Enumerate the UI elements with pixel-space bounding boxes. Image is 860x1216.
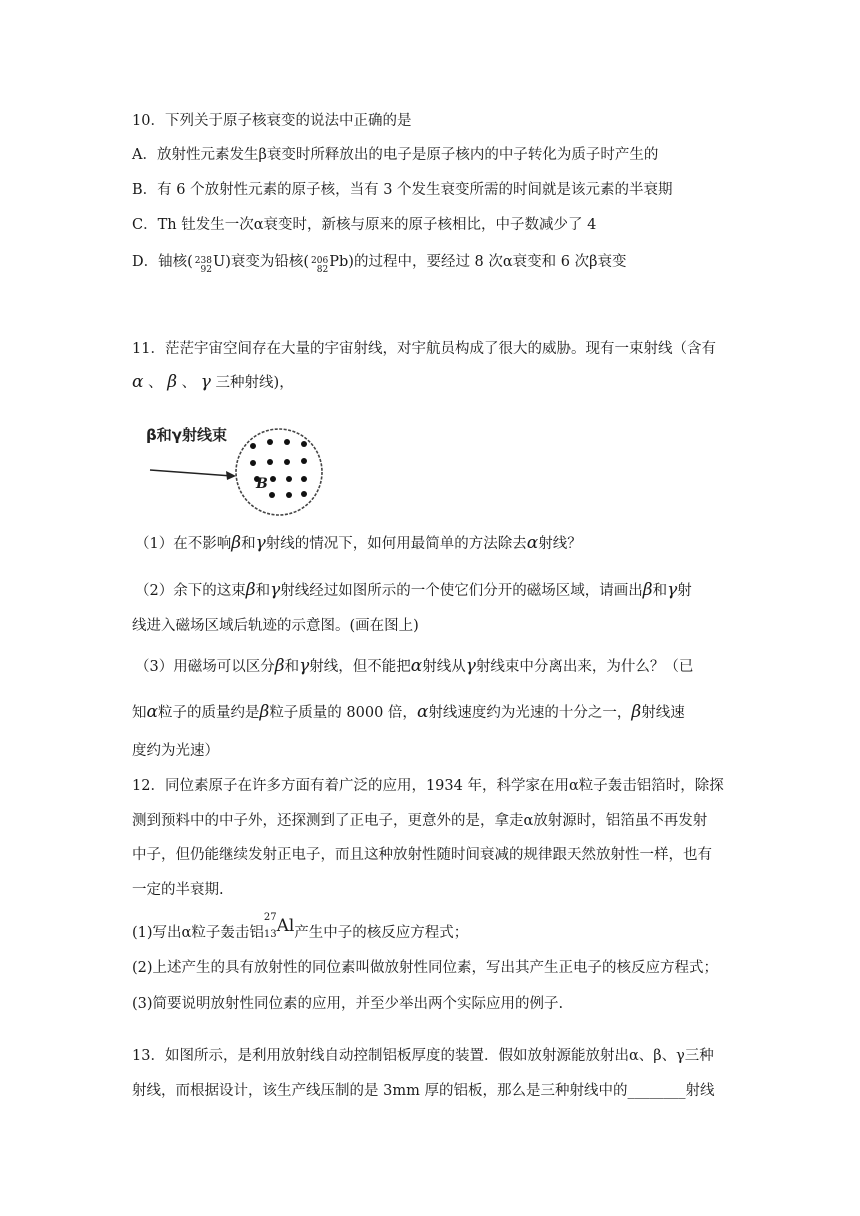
q11-p1-text: 射线？ bbox=[538, 536, 582, 552]
q11-p3-text: 射线束中分离出来，为什么？（已 bbox=[475, 659, 694, 675]
alpha-symbol: α bbox=[146, 702, 158, 722]
beta-symbol: β bbox=[245, 580, 256, 600]
q11-part3-line3: 度约为光速） bbox=[132, 743, 219, 759]
gamma-symbol: γ bbox=[255, 533, 266, 553]
q10-option-a: A．放射性元素发生β衰变时所释放出的电子是原子核内的中子转化为质子时产生的 bbox=[132, 147, 659, 163]
aluminum-symbol: Al bbox=[276, 916, 295, 936]
gamma-symbol: γ bbox=[465, 656, 476, 676]
and-text: 和 bbox=[284, 659, 300, 675]
uranium-symbol: U bbox=[212, 254, 226, 270]
q10-option-b: B．有 6 个放射性元素的原子核，当有 3 个发生衰变所需的时间就是该元素的半衰期 bbox=[132, 182, 673, 198]
beam-arrow-line bbox=[150, 470, 232, 476]
q11-part3-line1 bbox=[135, 656, 693, 677]
q11-p3-text: 粒子质量的 8000 倍， bbox=[269, 705, 417, 721]
beta-symbol: β bbox=[631, 702, 642, 722]
q12-sub1-text: 产生中子的核反应方程式； bbox=[294, 925, 469, 941]
q11-p3-text: 粒子的质量约是 bbox=[157, 705, 260, 721]
q11-p3-text: 知 bbox=[132, 705, 147, 721]
beta-symbol: β bbox=[259, 702, 270, 722]
q10-option-c: C．Th 钍发生一次α衰变时，新核与原来的原子核相比，中子数减少了 4 bbox=[132, 217, 597, 233]
field-region-circle bbox=[236, 429, 322, 515]
alpha-symbol: α bbox=[526, 533, 539, 553]
beta-symbol: β bbox=[274, 656, 285, 676]
field-dot bbox=[250, 443, 256, 449]
field-dot bbox=[301, 491, 307, 497]
aluminum-atomic-number: 13 bbox=[263, 929, 277, 940]
q10-d-suffix: )的过程中，要经过 8 次α衰变和 6 次β衰变 bbox=[348, 254, 627, 270]
alpha-symbol: α bbox=[410, 656, 423, 676]
separator: 、 bbox=[148, 375, 163, 391]
field-dot bbox=[250, 460, 256, 466]
q10-d-middle: )衰变为铅核( bbox=[225, 254, 310, 270]
gamma-symbol: γ bbox=[299, 656, 310, 676]
and-text: 和 bbox=[241, 536, 256, 552]
q11-p3-text: 射线速 bbox=[641, 705, 685, 721]
q11-p1-text: 射线的情况下，如何用最简单的方法除去 bbox=[265, 536, 527, 552]
q11-p3-text: （3）用磁场可以区分 bbox=[135, 659, 275, 675]
q11-stem-line1: 11．茫茫宇宙空间存在大量的宇宙射线，对宇航员构成了很大的威胁。现有一束射线（含有 bbox=[132, 341, 716, 357]
q11-p3-text: 射线从 bbox=[422, 659, 466, 675]
beta-symbol: β bbox=[642, 580, 653, 600]
q13-stem-line2: 射线，而根据设计，该生产线压制的是 3mm 厚的铝板，那么是三种射线中的________射线 bbox=[132, 1083, 715, 1099]
uranium-nuclide bbox=[195, 257, 212, 275]
beta-symbol: β bbox=[231, 533, 242, 553]
lead-atomic-number: 82 bbox=[316, 265, 329, 275]
q12-stem-line3: 中子，但仍能继续发射正电子，而且这种放射性随时间衰减的规律跟天然放射性一样，也有 bbox=[132, 847, 712, 863]
q11-p1-text: （1）在不影响 bbox=[135, 536, 232, 552]
field-dot bbox=[267, 439, 273, 445]
q12-stem-line4: 一定的半衰期. bbox=[132, 882, 224, 898]
beta-symbol: β bbox=[167, 372, 178, 392]
field-dot bbox=[301, 476, 307, 482]
lead-symbol: Pb bbox=[329, 254, 349, 270]
aluminum-mass-number: 27 bbox=[263, 912, 277, 923]
lead-nuclide bbox=[311, 257, 328, 275]
q11-p2-text: （2）余下的这束 bbox=[135, 583, 246, 599]
field-dot bbox=[301, 441, 307, 447]
uranium-mass-number: 238 bbox=[194, 256, 212, 266]
separator: 、 bbox=[181, 375, 197, 391]
q11-stem-line2 bbox=[132, 372, 294, 393]
gamma-symbol: γ bbox=[667, 580, 678, 600]
magnetic-field-figure bbox=[146, 420, 346, 520]
figure-beam-label: β和γ射线束 bbox=[146, 426, 227, 444]
field-dot bbox=[284, 439, 290, 445]
q12-stem-line2: 测到预料中的中子外，还探测到了正电子，更意外的是，拿走α放射源时，铝箔虽不再发射 bbox=[132, 813, 708, 829]
q11-p2-text: 射 bbox=[677, 583, 692, 599]
q11-part1 bbox=[135, 533, 582, 554]
field-diagram bbox=[146, 420, 346, 520]
q13-stem-line1: 13．如图所示，是利用放射线自动控制铝板厚度的装置．假如放射源能放射出α、β、γ三种 bbox=[132, 1048, 714, 1064]
q11-p2-text: 射线经过如图所示的一个使它们分开的磁场区域，请画出 bbox=[280, 583, 643, 599]
field-dot bbox=[284, 459, 290, 465]
q10-stem: 10．下列关于原子核衰变的说法中正确的是 bbox=[132, 113, 412, 129]
q11-p3-text: 射线速度约为光速的十分之一， bbox=[428, 705, 632, 721]
alpha-symbol: α bbox=[132, 372, 144, 392]
q12-sub1 bbox=[132, 912, 469, 945]
q11-part2-line2: 线进入磁场区域后轨迹的示意图。(画在图上) bbox=[132, 618, 419, 634]
lead-mass-number: 206 bbox=[311, 256, 329, 266]
field-dot bbox=[286, 476, 292, 482]
q11-part3-line2 bbox=[132, 702, 685, 723]
and-text: 和 bbox=[652, 583, 668, 599]
and-text: 和 bbox=[255, 583, 271, 599]
aluminum-nuclide bbox=[263, 912, 295, 945]
magnetic-field-label: B bbox=[256, 476, 268, 492]
q10-option-d bbox=[132, 252, 627, 275]
q12-sub2: (2)上述产生的具有放射性的同位素叫做放射性同位素，写出其产生正电子的核反应方程式； bbox=[132, 960, 719, 976]
gamma-symbol: γ bbox=[270, 580, 281, 600]
q12-sub3: (3)简要说明放射性同位素的应用，并至少举出两个实际应用的例子. bbox=[132, 996, 564, 1012]
q10-d-prefix: D．铀核( bbox=[132, 254, 193, 270]
q12-stem-line1: 12．同位素原子在许多方面有着广泛的应用，1934 年，科学家在用α粒子轰击铝箔时，除探 bbox=[132, 778, 724, 794]
field-dot bbox=[269, 492, 275, 498]
uranium-atomic-number: 92 bbox=[200, 265, 212, 275]
field-dot bbox=[286, 492, 292, 498]
q11-part2-line1 bbox=[135, 580, 692, 601]
beam-arrow-head bbox=[226, 471, 236, 480]
alpha-symbol: α bbox=[416, 702, 429, 722]
gamma-symbol: γ bbox=[200, 372, 211, 392]
field-dot bbox=[301, 458, 307, 464]
q11-p3-text: 射线，但不能把 bbox=[309, 659, 411, 675]
field-dot bbox=[270, 476, 276, 482]
field-dot bbox=[267, 459, 273, 465]
q12-sub1-text: (1)写出α粒子轰击铝 bbox=[132, 925, 264, 941]
q11-stem-tail: 三种射线)， bbox=[215, 375, 294, 391]
